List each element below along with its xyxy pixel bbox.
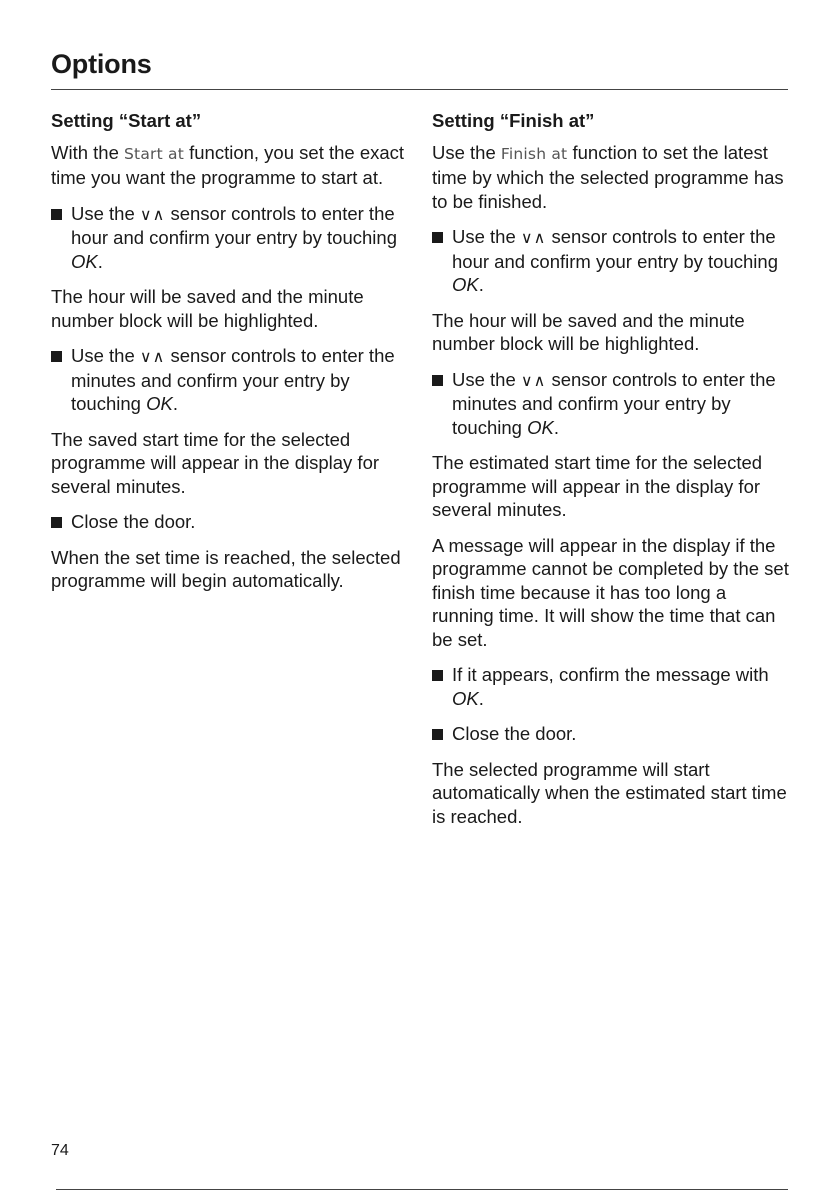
bullet-text: Close the door. bbox=[452, 723, 577, 744]
bullet-square-icon bbox=[432, 232, 443, 243]
list-item bbox=[51, 344, 411, 416]
display-label: Finish at bbox=[500, 144, 568, 163]
list-item bbox=[432, 663, 790, 710]
page-title: Options bbox=[51, 49, 152, 79]
bullet-text: sensor controls to enter the minutes and confirm your entry by touching bbox=[71, 345, 395, 414]
ok-label: OK bbox=[527, 416, 554, 438]
bullet-text: Use the bbox=[71, 202, 140, 224]
bullet-text: Use the bbox=[452, 368, 521, 390]
list-item bbox=[51, 202, 411, 274]
intro-text: function, you set the exact time you want the programme to start at. bbox=[51, 141, 405, 188]
bullet-text: . bbox=[172, 393, 178, 414]
display-label: Start at bbox=[124, 144, 184, 163]
body-paragraph: When the set time is reached, the selected programme will begin automatically. bbox=[51, 546, 401, 591]
bullet-text: sensor controls to enter the minutes and confirm your entry by touching bbox=[452, 368, 776, 438]
body-paragraph: A message will appear in the display if the programme cannot be completed by the set finish time because it has too long a running time. It will show the time that can be set. bbox=[432, 534, 789, 650]
arrow-keys-icon: ∨∧ bbox=[139, 347, 166, 366]
section-heading: Setting “Start at” bbox=[51, 110, 202, 131]
list-item bbox=[432, 722, 790, 746]
list-item bbox=[51, 510, 411, 534]
start-at-section bbox=[51, 109, 411, 605]
bullet-square-icon bbox=[51, 209, 62, 220]
intro-paragraph bbox=[51, 141, 411, 190]
body-paragraph: The hour will be saved and the minute number block will be highlighted. bbox=[432, 309, 745, 354]
intro-text: With the bbox=[51, 141, 124, 163]
list-item bbox=[432, 225, 790, 297]
body-paragraph: The estimated start time for the selected programme will appear in the display for several minutes. bbox=[432, 452, 763, 520]
bullet-text: . bbox=[478, 274, 484, 295]
page-number: 74 bbox=[51, 1142, 69, 1159]
bullet-text: Close the door. bbox=[71, 511, 196, 532]
bullet-text: . bbox=[478, 687, 484, 709]
ok-label: OK bbox=[452, 687, 479, 709]
intro-paragraph bbox=[432, 141, 790, 214]
arrow-keys-icon: ∨∧ bbox=[139, 204, 166, 224]
bullet-square-icon bbox=[51, 351, 62, 362]
section-heading: Setting “Finish at” bbox=[432, 110, 595, 131]
list-item bbox=[432, 368, 790, 440]
footer-divider bbox=[56, 1189, 788, 1190]
ok-label: OK bbox=[452, 274, 479, 295]
finish-at-section bbox=[432, 109, 790, 840]
page-header bbox=[51, 47, 788, 90]
intro-text: Use the bbox=[432, 141, 501, 163]
arrow-keys-icon: ∨∧ bbox=[520, 370, 547, 390]
bullet-text: . bbox=[97, 250, 103, 272]
bullet-text: Use the bbox=[452, 226, 521, 247]
bullet-text: Use the bbox=[71, 345, 140, 366]
bullet-square-icon bbox=[432, 670, 443, 681]
body-paragraph: The saved start time for the selected programme will appear in the display for several minutes. bbox=[51, 428, 380, 497]
bullet-square-icon bbox=[432, 375, 443, 386]
bullet-square-icon bbox=[51, 517, 62, 528]
body-paragraph: The hour will be saved and the minute number block will be highlighted. bbox=[51, 286, 364, 331]
ok-label: OK bbox=[146, 393, 173, 414]
intro-text: function to set the latest time by which the selected programme has to be finished. bbox=[432, 141, 784, 212]
bullet-text: . bbox=[553, 416, 559, 438]
bullet-text: If it appears, confirm the message with bbox=[452, 664, 769, 685]
body-paragraph: The selected programme will start automatically when the estimated start time is reached. bbox=[432, 758, 787, 827]
arrow-keys-icon: ∨∧ bbox=[520, 228, 547, 247]
bullet-text: sensor controls to enter the hour and confirm your entry by touching bbox=[71, 202, 397, 248]
bullet-text: sensor controls to enter the hour and confirm your entry by touching bbox=[452, 226, 778, 272]
bullet-square-icon bbox=[432, 729, 443, 740]
ok-label: OK bbox=[71, 250, 98, 272]
